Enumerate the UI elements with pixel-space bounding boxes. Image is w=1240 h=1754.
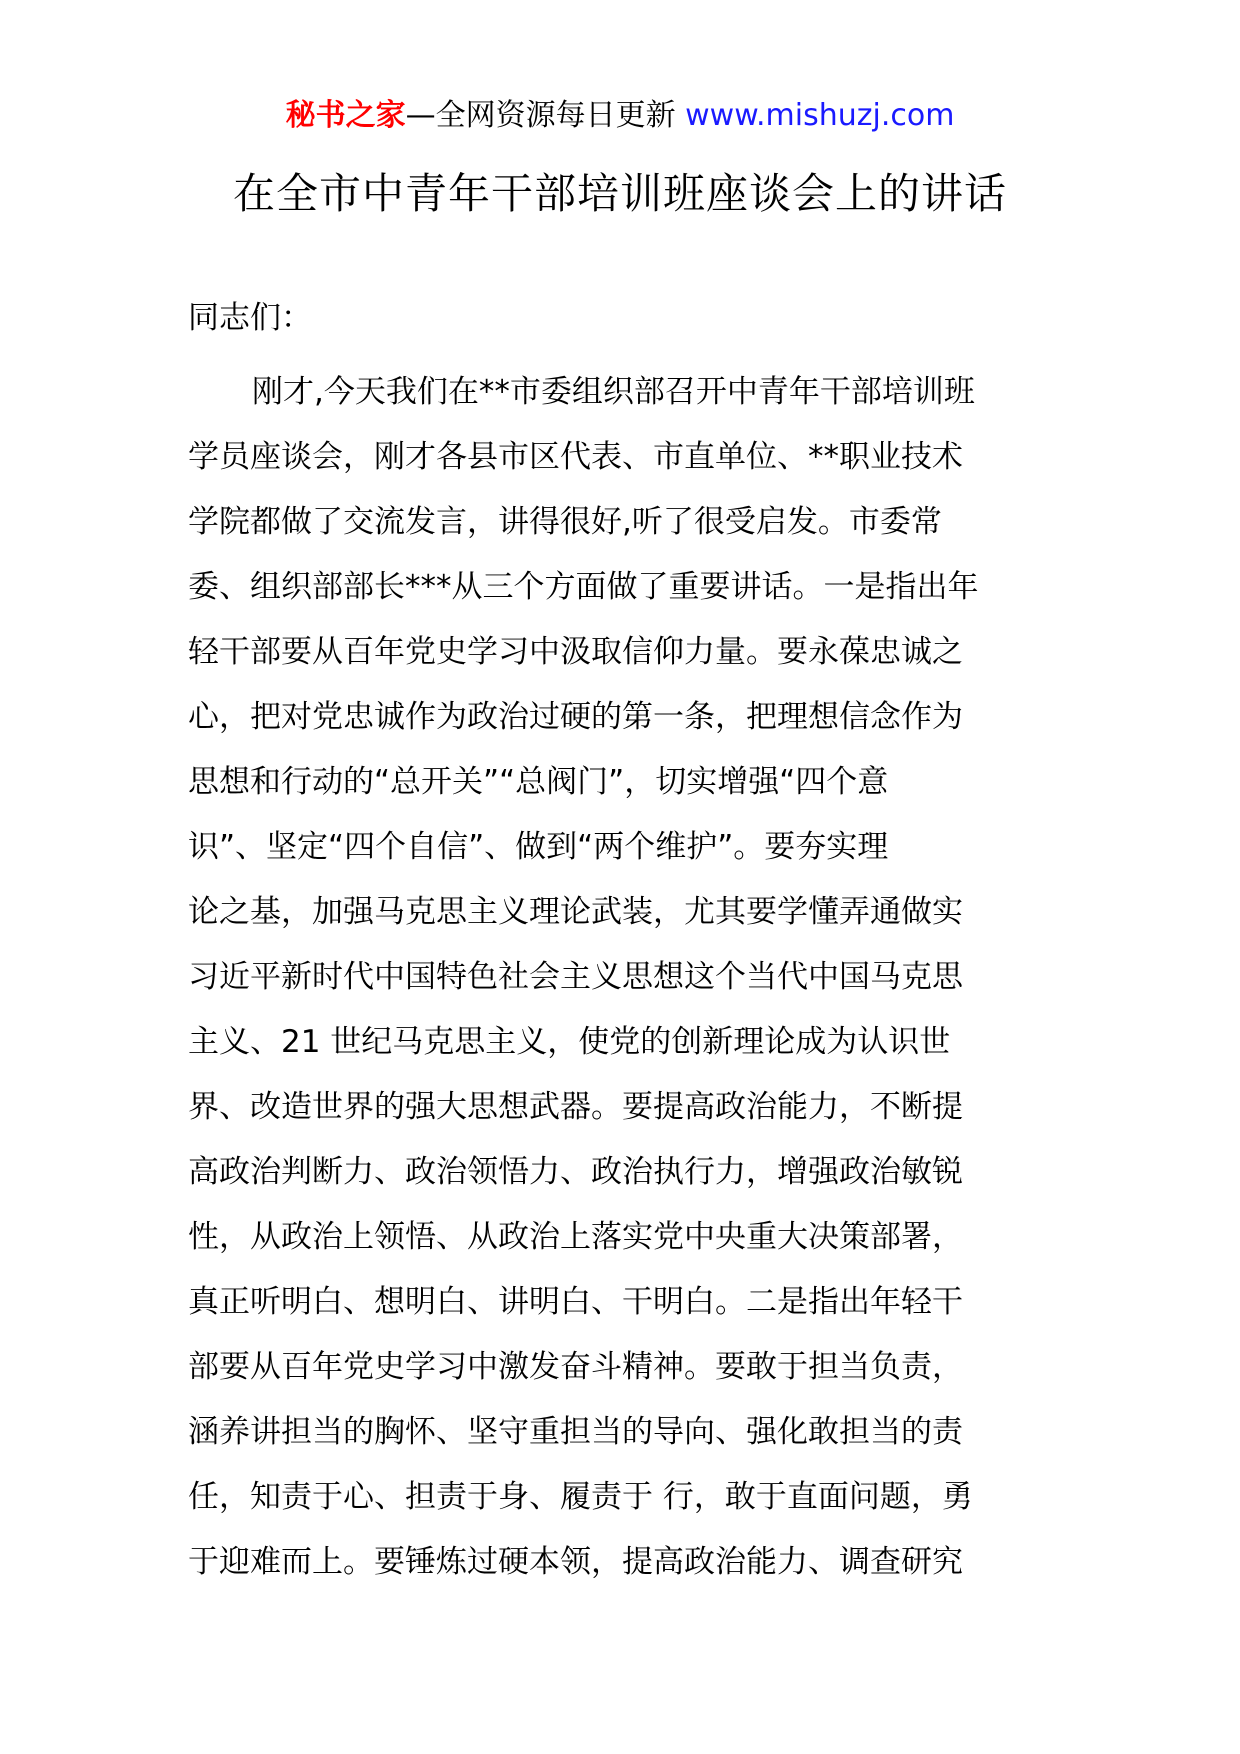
body-line: 任，知责于心、担责于身、履责于 行，敢于直面问题，勇 (188, 1479, 973, 1515)
body-line: 思想和行动的“总开关”“总阀门”，切实增强“四个意 (188, 764, 889, 800)
body-line: 涵养讲担当的胸怀、坚守重担当的导向、强化敢担当的责 (188, 1414, 963, 1450)
body-line: 部要从百年党史学习中激发奋斗精神。要敢于担当负责， (188, 1349, 963, 1385)
site-header (0, 96, 1240, 136)
body-line: 学院都做了交流发言，讲得很好,听了很受启发。市委常 (188, 504, 942, 540)
document-title: 在全市中青年干部培训班座谈会上的讲话 (232, 169, 1007, 218)
body-line: 轻干部要从百年党史学习中汲取信仰力量。要永葆忠诚之 (188, 634, 963, 670)
site-url-link[interactable]: www.mishuzj.com (685, 98, 955, 133)
document-body (188, 360, 1058, 1595)
body-line: 界、改造世界的强大思想武器。要提高政治能力，不断提 (188, 1089, 963, 1125)
body-line: 习近平新时代中国特色社会主义思想这个当代中国马克思 (188, 959, 963, 995)
body-line: 性，从政治上领悟、从政治上落实党中央重大决策部署， (188, 1219, 963, 1255)
body-line: 主义、21 世纪马克思主义，使党的创新理论成为认识世 (188, 1024, 951, 1060)
salutation: 同志们： (188, 300, 312, 336)
site-brand: 秘书之家 (285, 98, 406, 133)
body-line: 识”、坚定“四个自信”、做到“两个维护”。要夯实理 (188, 829, 889, 865)
body-line: 委、组织部部长***从三个方面做了重要讲话。一是指出年 (188, 569, 979, 605)
body-line: 于迎难而上。要锤炼过硬本领，提高政治能力、调查研究 (188, 1544, 963, 1580)
body-line: 论之基，加强马克思主义理论武装，尤其要学懂弄通做实 (188, 894, 963, 930)
body-line: 真正听明白、想明白、讲明白、干明白。二是指出年轻干 (188, 1284, 963, 1320)
body-line: 学员座谈会，刚才各县市区代表、市直单位、**职业技术 (188, 439, 963, 475)
body-line: 刚才,今天我们在**市委组织部召开中青年干部培训班 (252, 374, 975, 410)
site-slogan: —全网资源每日更新 (405, 98, 686, 133)
body-line: 高政治判断力、政治领悟力、政治执行力，增强政治敏锐 (188, 1154, 963, 1190)
body-line: 心，把对党忠诚作为政治过硬的第一条，把理想信念作为 (188, 699, 963, 735)
